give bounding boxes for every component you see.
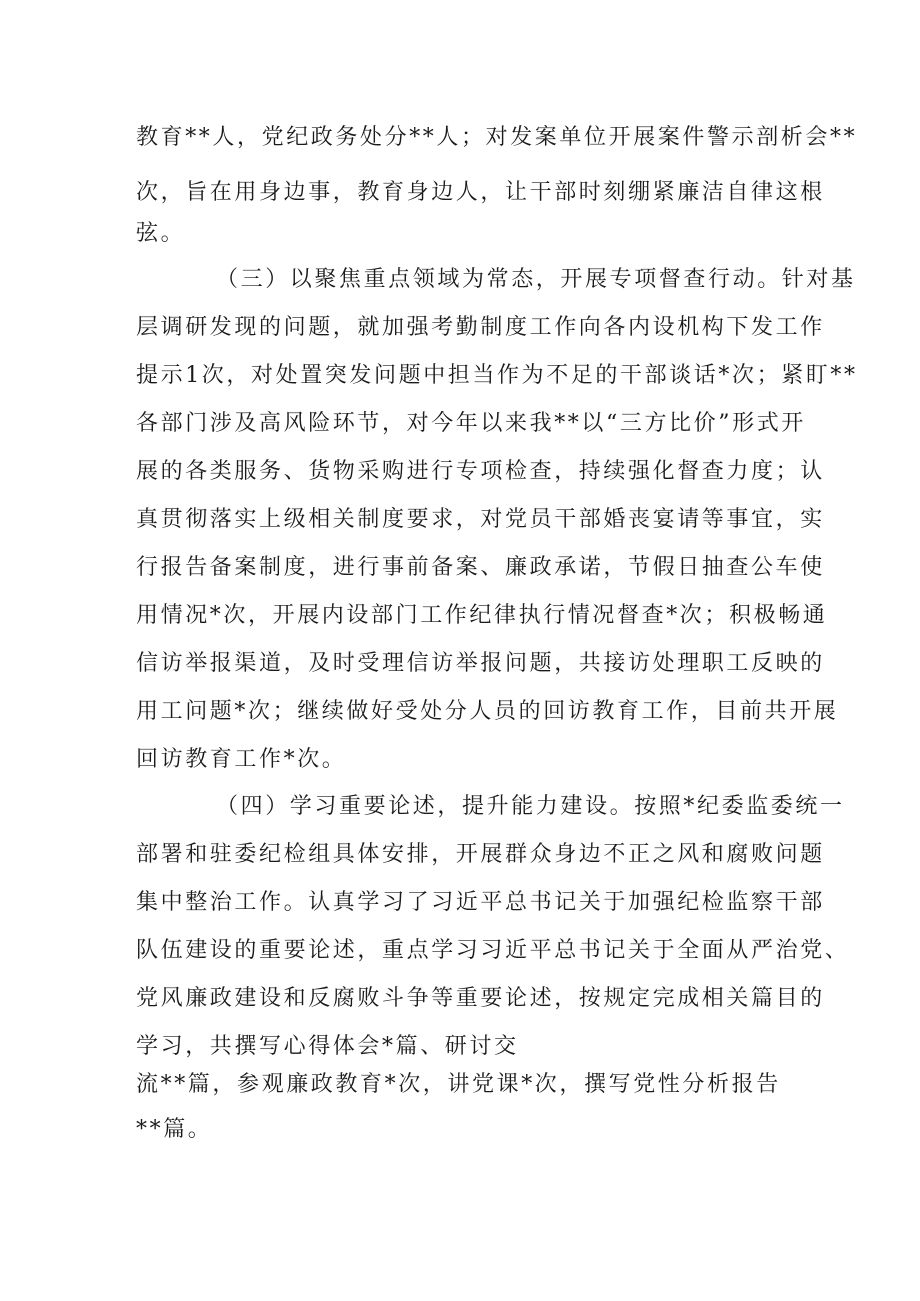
paragraph-line: 行报告备案制度，进行事前备案、廉政承诺，节假日抽查公车使 bbox=[136, 555, 825, 580]
paragraph-line: 用工问题*次；继续做好受处分人员的回访教育工作，目前共开展 bbox=[136, 699, 839, 724]
section-heading-line: （四）学习重要论述，提升能力建设。按照*纪委监委统一 bbox=[216, 794, 845, 819]
paragraph-line: 用情况*次，开展内设部门工作纪律执行情况督查*次；积极畅通 bbox=[136, 603, 828, 628]
paragraph-line: 层调研发现的问题，就加强考勤制度工作向各内设机构下发工作 bbox=[136, 315, 825, 340]
paragraph-line: 各部门涉及高风险环节，对今年以来我**以“三方比价”形式开 bbox=[136, 411, 806, 436]
paragraph-line: 展的各类服务、货物采购进行专项检查，持续强化督查力度；认 bbox=[136, 459, 825, 484]
paragraph-line: 弦。 bbox=[136, 221, 186, 246]
paragraph-line: 次，旨在用身边事，教育身边人，让干部时刻绷紧廉洁自律这根 bbox=[136, 180, 825, 205]
paragraph-line: 学习，共撰写心得体会*篇、研讨交 bbox=[136, 1034, 519, 1059]
paragraph-line: 提示1次，对处置突发问题中担当作为不足的干部谈话*次；紧盯** bbox=[136, 363, 858, 388]
paragraph-line: 部署和驻委纪检组具体安排，开展群众身边不正之风和腐败问题 bbox=[136, 842, 825, 867]
paragraph-line: 集中整治工作。认真学习了习近平总书记关于加强纪检监察干部 bbox=[136, 890, 825, 915]
paragraph-line: 真贯彻落实上级相关制度要求，对党员干部婚丧宴请等事宜，实 bbox=[136, 507, 825, 532]
paragraph-line: 回访教育工作*次。 bbox=[136, 747, 347, 772]
paragraph-line: 信访举报渠道，及时受理信访举报问题，共接访处理职工反映的 bbox=[136, 651, 825, 676]
paragraph-line: 队伍建设的重要论述，重点学习习近平总书记关于全面从严治党、 bbox=[136, 938, 850, 963]
paragraph-line: 教育**人，党纪政务处分**人；对发案单位开展案件警示剖析会** bbox=[136, 125, 858, 150]
paragraph-line: **篇。 bbox=[136, 1117, 213, 1142]
paragraph-line: 流**篇，参观廉政教育*次，讲党课*次，撰写党性分析报告 bbox=[136, 1072, 781, 1097]
section-heading-line: （三）以聚焦重点领域为常态，开展专项督查行动。针对基 bbox=[216, 267, 856, 292]
paragraph-line: 党风廉政建设和反腐败斗争等重要论述，按规定完成相关篇目的 bbox=[136, 986, 825, 1011]
